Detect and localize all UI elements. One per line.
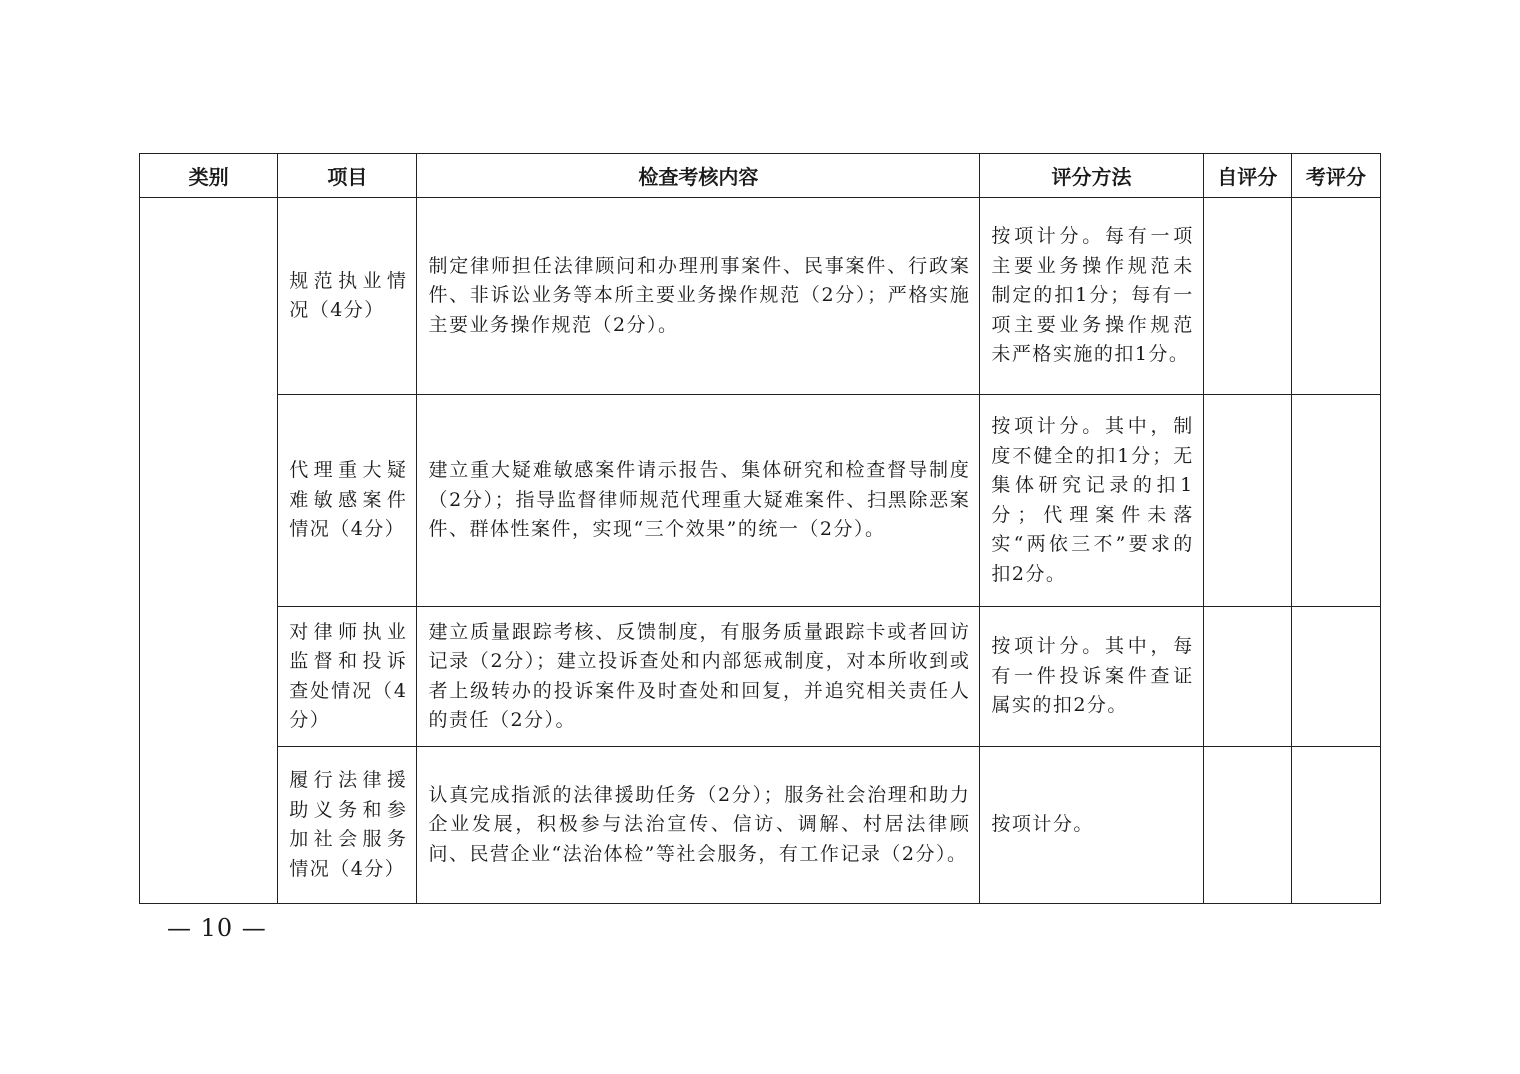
header-item: 项目 bbox=[278, 154, 417, 198]
header-self-score: 自评分 bbox=[1203, 154, 1291, 198]
assessment-table bbox=[139, 153, 1381, 904]
self-score-cell bbox=[1203, 747, 1291, 904]
content-text: 建立重大疑难敏感案件请示报告、集体研究和检查督导制度（2分）；指导监督律师规范代理重大疑难案件、扫黑除恶案件、群体性案件，实现“三个效果”的统一（2分）。 bbox=[428, 459, 971, 541]
category-cell bbox=[140, 198, 278, 904]
review-score-cell bbox=[1291, 747, 1380, 904]
method-cell bbox=[980, 395, 1203, 607]
table-row bbox=[140, 198, 1381, 395]
method-cell bbox=[980, 198, 1203, 395]
content-cell bbox=[417, 607, 980, 747]
item-cell bbox=[278, 607, 417, 747]
content-cell bbox=[417, 747, 980, 904]
content-cell bbox=[417, 198, 980, 395]
review-score-cell bbox=[1291, 395, 1380, 607]
header-method: 评分方法 bbox=[980, 154, 1203, 198]
table-row bbox=[140, 607, 1381, 747]
method-text: 按项计分。其中，制度不健全的扣1分；无集体研究记录的扣1分；代理案件未落实“两依三不”要求的扣2分。 bbox=[991, 415, 1194, 585]
item-cell bbox=[278, 395, 417, 607]
self-score-cell bbox=[1203, 198, 1291, 395]
item-cell bbox=[278, 198, 417, 395]
self-score-cell bbox=[1203, 395, 1291, 607]
header-review-score: 考评分 bbox=[1291, 154, 1380, 198]
table-row bbox=[140, 747, 1381, 904]
content-text: 制定律师担任法律顾问和办理刑事案件、民事案件、行政案件、非诉讼业务等本所主要业务操作规范（2分）；严格实施主要业务操作规范（2分）。 bbox=[428, 254, 971, 336]
review-score-cell bbox=[1291, 198, 1380, 395]
item-text: 履行法律援助义务和参加社会服务情况（4分） bbox=[289, 769, 408, 880]
method-text: 按项计分。每有一项主要业务操作规范未制定的扣1分；每有一项主要业务操作规范未严格实施的扣1分。 bbox=[991, 225, 1194, 366]
item-text: 规范执业情况（4分） bbox=[289, 269, 408, 321]
method-cell bbox=[980, 747, 1203, 904]
item-cell bbox=[278, 747, 417, 904]
header-content: 检查考核内容 bbox=[417, 154, 980, 198]
content-text: 建立质量跟踪考核、反馈制度，有服务质量跟踪卡或者回访记录（2分）；建立投诉查处和内部惩戒制度，对本所收到或者上级转办的投诉案件及时查处和回复，并追究相关责任人的责任（2分）。 bbox=[428, 620, 971, 731]
self-score-cell bbox=[1203, 607, 1291, 747]
table-header-row bbox=[140, 154, 1381, 198]
item-text: 对律师执业监督和投诉查处情况（4分） bbox=[289, 620, 408, 731]
method-text: 按项计分。其中，每有一件投诉案件查证属实的扣2分。 bbox=[991, 635, 1194, 717]
header-category: 类别 bbox=[140, 154, 278, 198]
method-text: 按项计分。 bbox=[991, 813, 1094, 836]
content-cell bbox=[417, 395, 980, 607]
method-cell bbox=[980, 607, 1203, 747]
item-text: 代理重大疑难敏感案件情况（4分） bbox=[289, 459, 408, 541]
content-text: 认真完成指派的法律援助任务（2分）；服务社会治理和助力企业发展，积极参与法治宣传、信访、调解、村居法律顾问、民营企业“法治体检”等社会服务，有工作记录（2分）。 bbox=[428, 783, 971, 865]
review-score-cell bbox=[1291, 607, 1380, 747]
page-number: — 10 — bbox=[167, 914, 267, 942]
table-row bbox=[140, 395, 1381, 607]
